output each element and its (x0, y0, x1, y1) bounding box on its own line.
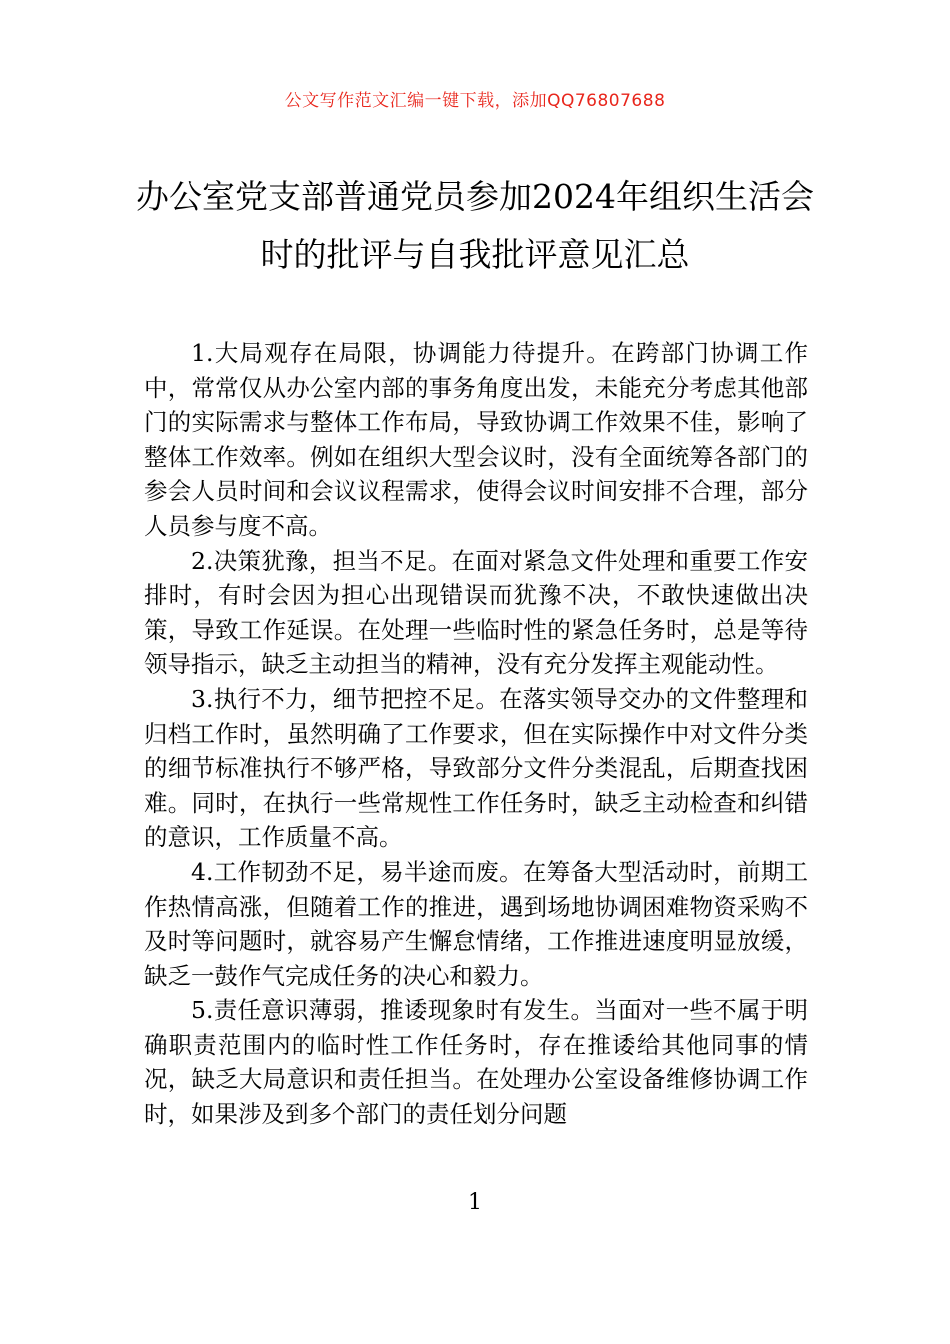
page-number: 1 (468, 1190, 482, 1215)
paragraph-1: 1.大局观存在局限，协调能力待提升。在跨部门协调工作中，常常仅从办公室内部的事务角度出发，未能充分考虑其他部门的实际需求与整体工作布局，导致协调工作效果不佳，影响了整体工作效率。例如在组织大型会议时，没有全面统筹各部门的参会人员时间和会议议程需求，使得会议时间安排不合理，部分人员参与度不高。 (144, 339, 808, 540)
header-download-note: 公文写作范文汇编一键下载，添加QQ76807688 (284, 91, 666, 111)
paragraph-2: 2.决策犹豫，担当不足。在面对紧急文件处理和重要工作安排时，有时会因为担心出现错误而犹豫不决，不敢快速做出决策，导致工作延误。在处理一些临时性的紧急任务时，总是等待领导指示，缺乏主动担当的精神，没有充分发挥主观能动性。 (144, 546, 808, 679)
paragraph-5: 5.责任意识薄弱，推诿现象时有发生。当面对一些不属于明确职责范围内的临时性工作任务时，存在推诿给其他同事的情况，缺乏大局意识和责任担当。在处理办公室设备维修协调工作时，如果涉及到多个部门的责任划分问题 (144, 996, 808, 1129)
document-body (144, 336, 808, 1132)
paragraph-3: 3.执行不力，细节把控不足。在落实领导交办的文件整理和归档工作时，虽然明确了工作要求，但在实际操作中对文件分类的细节标准执行不够严格，导致部分文件分类混乱，后期查找困难。同时，在执行一些常规性工作任务时，缺乏主动检查和纠错的意识，工作质量不高。 (144, 684, 808, 852)
document-title: 办公室党支部普通党员参加2024年组织生活会时的批评与自我批评意见汇总 (136, 177, 814, 274)
paragraph-4: 4.工作韧劲不足，易半途而废。在筹备大型活动时，前期工作热情高涨，但随着工作的推进，遇到场地协调困难物资采购不及时等问题时，就容易产生懈怠情绪，工作推进速度明显放缓，缺乏一鼓作气完成任务的决心和毅力。 (144, 857, 808, 990)
